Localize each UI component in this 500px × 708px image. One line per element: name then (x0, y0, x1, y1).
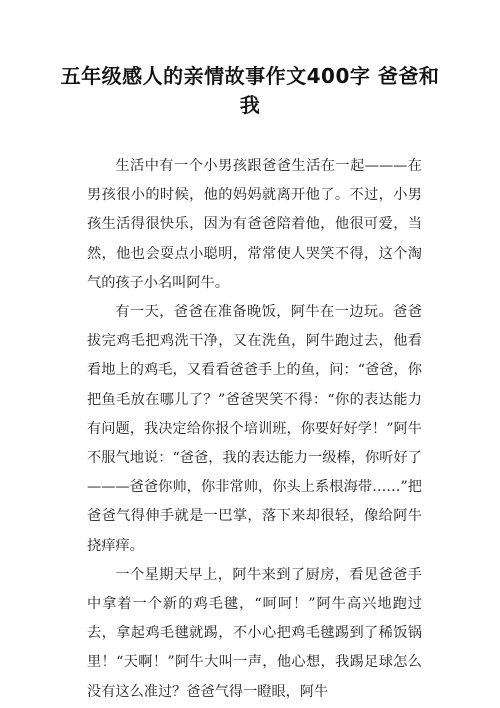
document-body (87, 152, 422, 707)
paragraph-1: 生活中有一个小男孩跟爸爸生活在一起———在男孩很小的时候，他的妈妈就离开他了。不过，小男孩生活得很快乐，因为有爸爸陪着他，他很可爱，当然，他也会耍点小聪明，常常使人哭笑不得，这个淘气的孩子小名叫阿牛。 (87, 158, 422, 291)
paragraph-2: 有一天，爸爸在准备晚饭，阿牛在一边玩。爸爸拔完鸡毛把鸡洗干净，又在洗鱼，阿牛跑过去，他看看地上的鸡毛，又看看爸爸手上的鱼，问：“爸爸，你把鱼毛放在哪儿了？”爸爸哭笑不得：“你的表达能力有问题，我决定给你报个培训班，你要好好学！”阿牛不服气地说：“爸爸，我的表达能力一级棒，你听好了———爸爸你帅，你非常帅，你头上系根海带……”把爸爸气得伸手就是一巴掌，落下来却很轻，像给阿牛挠痒痒。 (87, 304, 422, 554)
paragraph-3: 一个星期天早上，阿牛来到了厨房，看见爸爸手中拿着一个新的鸡毛毽，“呵呵！”阿牛高兴地跑过去，拿起鸡毛毽就踢，不小心把鸡毛毽踢到了稀饭锅里！“天啊！”阿牛大叫一声，他心想，我踢足球怎么没有这么准过？爸爸气得一瞪眼，阿牛 (87, 566, 422, 700)
document-title: 五年级感人的亲情故事作文400字 爸爸和我 (60, 64, 440, 117)
